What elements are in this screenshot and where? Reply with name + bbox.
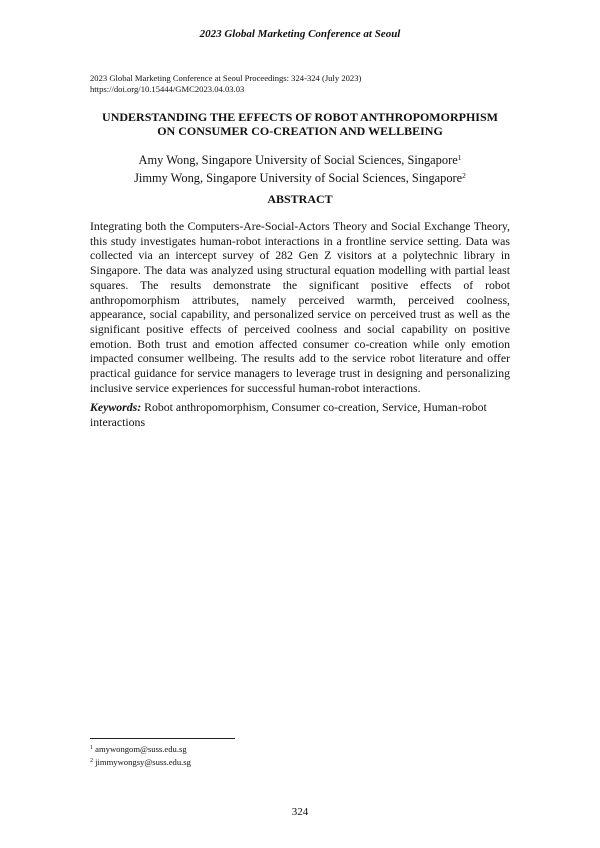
keywords-text: Robot anthropomorphism, Consumer co-creation, Service, Human-robot interactions	[90, 400, 487, 429]
proceedings-line: 2023 Global Marketing Conference at Seoul Proceedings: 324-324 (July 2023)	[90, 73, 362, 83]
author-1-footnote-mark: 1	[457, 153, 462, 162]
doi-line: https://doi.org/10.15444/GMC2023.04.03.03	[90, 84, 245, 94]
keywords	[90, 400, 510, 429]
author-2	[0, 168, 600, 186]
author-list	[0, 150, 600, 186]
author-2-text: Jimmy Wong, Singapore University of Social Sciences, Singapore	[134, 171, 463, 185]
publication-meta	[90, 73, 361, 95]
footnote-2	[90, 755, 191, 768]
author-1	[0, 150, 600, 168]
footnote-1	[90, 742, 191, 755]
title-line-2: ON CONSUMER CO-CREATION AND WELLBEING	[157, 124, 443, 138]
paper-title	[0, 110, 600, 138]
footnote-1-mark: 1	[90, 745, 93, 751]
author-1-text: Amy Wong, Singapore University of Social Sciences, Singapore	[138, 153, 458, 167]
author-2-footnote-mark: 2	[462, 171, 466, 180]
page-number: 324	[291, 806, 309, 818]
footnote-1-email: amywongom@suss.edu.sg	[95, 744, 187, 754]
footnote-2-email: jimmywongsy@suss.edu.sg	[95, 757, 191, 767]
footnote-2-mark: 2	[90, 758, 93, 764]
abstract-text: Integrating both the Computers-Are-Social-Actors Theory and Social Exchange Theory, this study investigates human-robot interactions in a frontline service setting. Data was collected via an intercept survey of 282 Gen Z visitors at a polytechnic library in Singapore. The data was analyzed using structural equation modelling with partial least squares. The results demonstrate the significant positive effects of robot anthropomorphism attributes, namely perceived warmth, perceived coolness, appearance, social capability, and personalized service on perceived trust as well as the significant positive effects of perceived coolness and social capability on positive emotion. Both trust and emotion affected consumer co-creation while only emotion impacted consumer wellbeing. The results add to the service robot literature and offer practical guidance for service managers to leverage trust in designing and personalizing inclusive service experiences for successful human-robot interactions.	[90, 219, 510, 395]
keywords-label: Keywords:	[90, 400, 142, 414]
running-header: 2023 Global Marketing Conference at Seoul	[199, 28, 401, 40]
abstract-heading: ABSTRACT	[267, 192, 333, 206]
footnote-divider	[90, 738, 235, 739]
title-line-1: UNDERSTANDING THE EFFECTS OF ROBOT ANTHROPOMORPHISM	[102, 110, 498, 124]
footnotes	[90, 742, 191, 768]
